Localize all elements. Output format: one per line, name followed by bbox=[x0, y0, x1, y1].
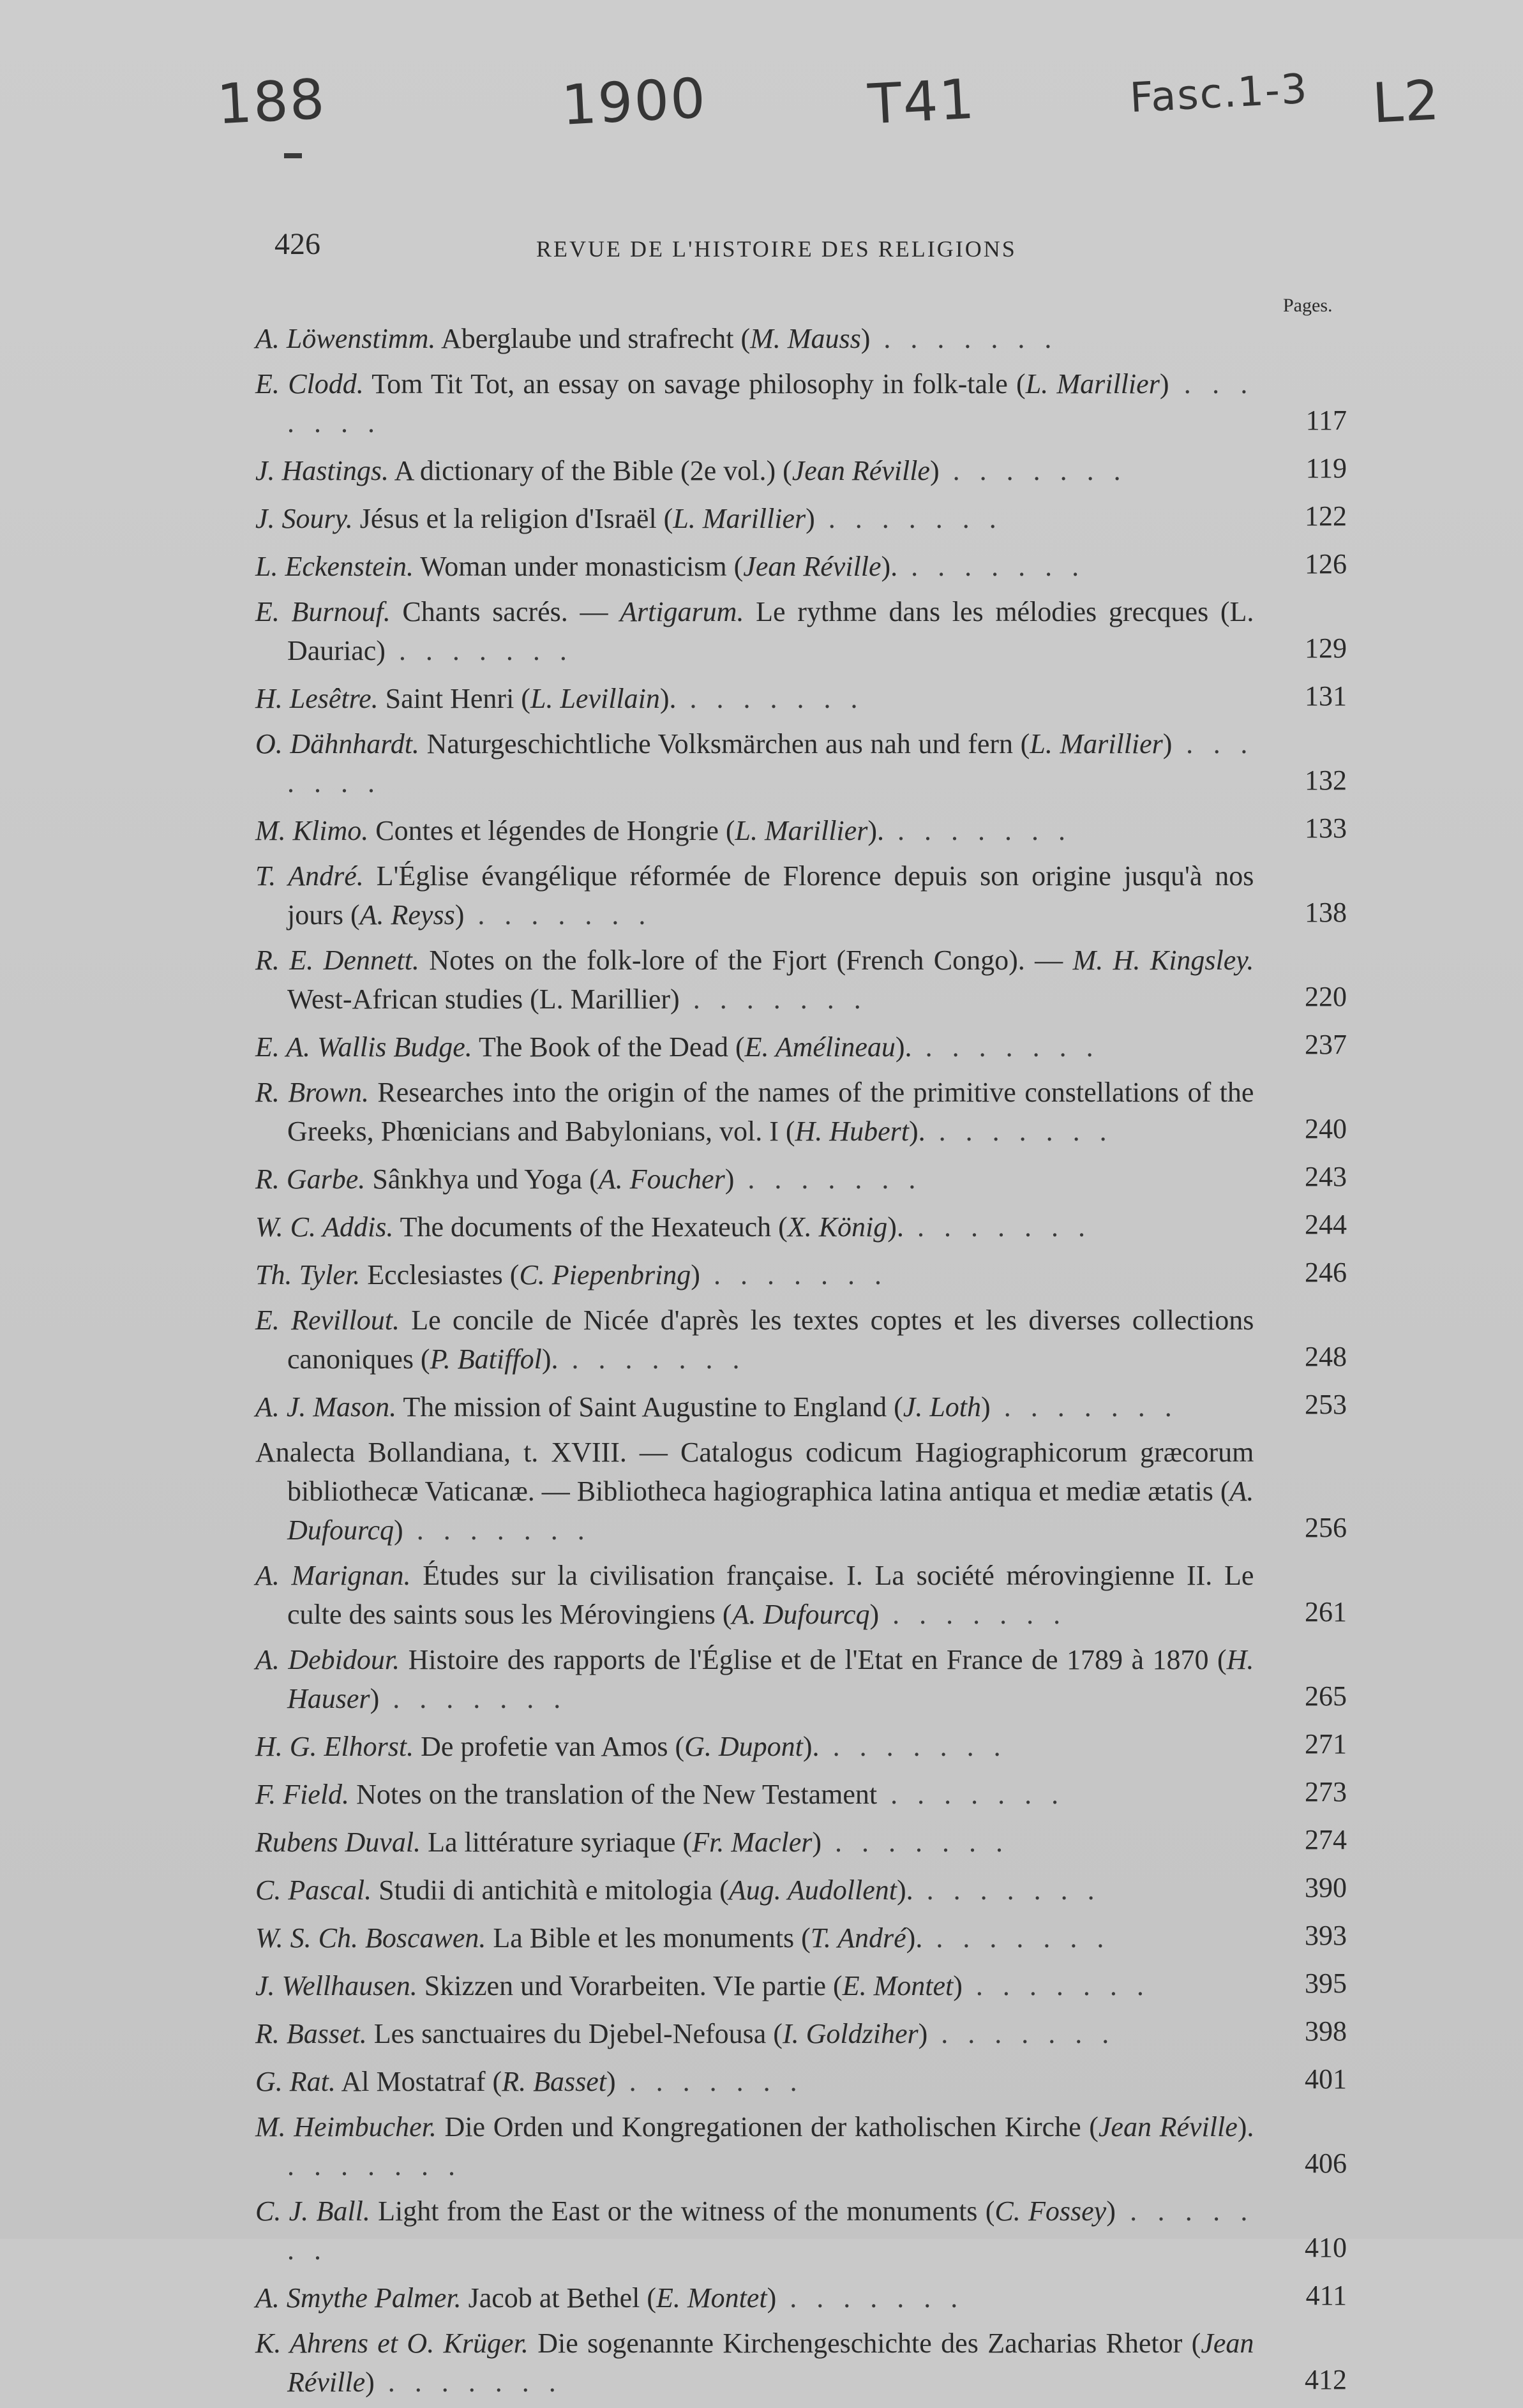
entry-page-number: 244 bbox=[1305, 1209, 1347, 1240]
leader-dots: . . . . . . . bbox=[676, 683, 864, 714]
leader-dots: . . . . . . . bbox=[558, 1343, 746, 1375]
entry-author: R. Basset. bbox=[255, 2018, 367, 2049]
leader-dots: . . . . . . . bbox=[287, 368, 1254, 438]
leader-dots: . . . . . . . bbox=[287, 728, 1254, 798]
entry-reviewer: J. Loth bbox=[903, 1391, 982, 1423]
entry-page-number: 220 bbox=[1305, 981, 1347, 1012]
leader-dots: . . . . . . . bbox=[403, 1514, 591, 1546]
entry-author: J. Soury. bbox=[255, 503, 353, 534]
handwritten-note-2: 1900 bbox=[560, 66, 709, 138]
entry-reviewer: L. Marillier bbox=[1030, 728, 1163, 759]
toc-entry bbox=[255, 1916, 1347, 1957]
leader-dots: . . . . . . . bbox=[925, 1116, 1113, 1147]
toc-entry bbox=[255, 364, 1347, 442]
entry-title: Studii di antichità e mitologia ( bbox=[379, 1874, 729, 1906]
entry-title-suffix: ) bbox=[767, 2282, 777, 2314]
entry-title: Aberglaube und strafrecht ( bbox=[440, 323, 751, 354]
entry-page-number: 122 bbox=[1305, 500, 1347, 532]
entry-author: E. A. Wallis Budge. bbox=[255, 1031, 472, 1063]
toc-entry bbox=[255, 1772, 1347, 1814]
entry-author: E. Clodd. bbox=[255, 368, 364, 400]
entry-title: Naturgeschichtliche Volksmärchen aus nah und fern ( bbox=[426, 728, 1030, 759]
leader-dots: . . . . . . . bbox=[615, 2066, 804, 2097]
entry-reviewer: E. Montet bbox=[656, 2282, 767, 2314]
entry-title: Die Orden und Kongregationen der katholischen Kirche ( bbox=[444, 2111, 1099, 2143]
toc-entry bbox=[255, 2012, 1347, 2053]
entry-reviewer: I. Goldziher bbox=[782, 2018, 919, 2049]
entry-author: E. Revillout. bbox=[255, 1305, 400, 1336]
entry-title: Notes on the folk-lore of the Fjort (French Congo). — bbox=[429, 945, 1073, 976]
leader-dots: . . . . . . . bbox=[922, 1922, 1111, 1954]
entry-reviewer: A. Dufourcq bbox=[731, 1599, 870, 1630]
entry-author: W. C. Addis. bbox=[255, 1211, 394, 1243]
entry-reviewer: M. Mauss bbox=[750, 323, 861, 354]
entry-reviewer: Jean Réville bbox=[792, 455, 930, 486]
entry-text bbox=[255, 2014, 1254, 2053]
entry-author: G. Rat. bbox=[255, 2066, 336, 2097]
toc-entry bbox=[255, 1385, 1347, 1426]
entry-author: M. Klimo. bbox=[255, 815, 369, 846]
entry-author: Rubens Duval. bbox=[255, 1827, 421, 1858]
entry-title-suffix: Le rythme dans les mélodies grecques (L. Dauriac) bbox=[287, 596, 1254, 666]
entry-page-number: 132 bbox=[1305, 765, 1347, 796]
toc-entry bbox=[255, 2192, 1347, 2270]
ink-mark bbox=[284, 153, 302, 158]
leader-dots: . . . . . . . bbox=[897, 551, 1086, 582]
entry-page-number: 274 bbox=[1305, 1824, 1347, 1855]
entry-text bbox=[255, 941, 1254, 1019]
entry-title-suffix: ) bbox=[365, 2367, 375, 2398]
entry-text bbox=[255, 319, 1254, 358]
entry-text bbox=[255, 1727, 1254, 1766]
entry-title-suffix: ). bbox=[1237, 2111, 1254, 2143]
leader-dots: . . . . . . . bbox=[990, 1391, 1178, 1423]
entry-author: W. S. Ch. Boscawen. bbox=[255, 1922, 486, 1954]
entry-author: H. G. Elhorst. bbox=[255, 1731, 414, 1762]
entry-title: De profetie van Amos ( bbox=[421, 1731, 685, 1762]
entry-title: Analecta Bollandiana, t. XVIII. — Catalogus codicum Hagiographicorum græcorum bibliothecæ Vaticanæ. — Bibliotheca hagiographica latina antiqua et mediæ ætatis ( bbox=[255, 1437, 1254, 1507]
leader-dots: . . . . . . . bbox=[385, 635, 573, 666]
entry-title-suffix: ) bbox=[981, 1391, 991, 1423]
entry-text bbox=[255, 724, 1254, 802]
entry-reviewer: R. Basset bbox=[502, 2066, 606, 2097]
entry-text bbox=[255, 364, 1254, 442]
entry-page-number: 401 bbox=[1305, 2063, 1347, 2095]
entry-author: K. Ahrens et O. Krüger. bbox=[255, 2328, 529, 2359]
entry-title: Contes et légendes de Hongrie ( bbox=[375, 815, 735, 846]
toc-entry bbox=[255, 1868, 1347, 1910]
entry-author: R. Brown. bbox=[255, 1077, 369, 1108]
entry-reviewer: X. König bbox=[787, 1211, 888, 1243]
entry-text bbox=[255, 1556, 1254, 1634]
entry-title-suffix: ) bbox=[1162, 728, 1173, 759]
entry-page-number: 412 bbox=[1305, 2364, 1347, 2395]
entry-page-number: 411 bbox=[1305, 2280, 1347, 2311]
entry-text bbox=[255, 451, 1254, 490]
entry-page-number: 246 bbox=[1305, 1257, 1347, 1288]
toc-entry bbox=[255, 1820, 1347, 1862]
entry-reviewer: Fr. Macler bbox=[692, 1827, 813, 1858]
entry-page-number: 133 bbox=[1305, 812, 1347, 844]
leader-dots: . . . . . . . bbox=[927, 2018, 1116, 2049]
entry-title: The documents of the Hexateuch ( bbox=[400, 1211, 788, 1243]
toc-entry bbox=[255, 1640, 1347, 1718]
pages-column-label: Pages. bbox=[1283, 295, 1333, 316]
entry-title-suffix: ) bbox=[918, 2018, 928, 2049]
entry-text bbox=[255, 1775, 1254, 1814]
leader-dots: . . . . . . . bbox=[962, 1970, 1150, 2001]
leader-dots: . . . . . . . bbox=[776, 2282, 964, 2314]
entry-title: Skizzen und Vorarbeiten. VIe partie ( bbox=[424, 1970, 843, 2001]
entry-reviewer: Jean Réville bbox=[287, 2328, 1254, 2398]
entry-author: R. Garbe. bbox=[255, 1163, 366, 1195]
handwritten-note-1: 188 bbox=[215, 67, 327, 137]
entry-title-suffix: ) bbox=[953, 1970, 963, 2001]
toc-entry bbox=[255, 497, 1347, 538]
leader-dots: . . . . . . . bbox=[903, 1211, 1092, 1243]
entry-page-number: 406 bbox=[1305, 2148, 1347, 2179]
leader-dots: . . . . . . . bbox=[879, 1599, 1067, 1630]
entry-page-number: 237 bbox=[1305, 1029, 1347, 1060]
entry-page-number: 131 bbox=[1305, 680, 1347, 712]
entry-reviewer: E. Amélineau bbox=[744, 1031, 896, 1063]
entry-text bbox=[255, 1073, 1254, 1151]
leader-dots: . . . . . . . bbox=[819, 1731, 1007, 1762]
entry-title: The mission of Saint Augustine to England ( bbox=[403, 1391, 903, 1423]
entry-text bbox=[255, 1255, 1254, 1294]
entry-author: T. André. bbox=[255, 860, 364, 892]
entry-title-suffix: ) bbox=[691, 1259, 700, 1290]
entry-page-number: 256 bbox=[1305, 1512, 1347, 1543]
entry-title: Notes on the translation of the New Testament bbox=[356, 1779, 878, 1810]
entry-reviewer: A. Foucher bbox=[598, 1163, 725, 1195]
leader-dots: . . . . . . . bbox=[939, 455, 1127, 486]
entry-title-suffix: ). bbox=[906, 1922, 923, 1954]
entry-page-number: 119 bbox=[1305, 452, 1347, 484]
entry-reviewer: H. Hubert bbox=[795, 1116, 909, 1147]
entry-reviewer: C. Piepenbring bbox=[519, 1259, 691, 1290]
entry-text bbox=[255, 856, 1254, 934]
entry-title: Al Mostatraf ( bbox=[341, 2066, 502, 2097]
entry-title-suffix: ). bbox=[867, 815, 884, 846]
entry-text bbox=[255, 2278, 1254, 2317]
journal-title: REVUE DE L'HISTOIRE DES RELIGIONS bbox=[536, 236, 1017, 262]
toc-entry bbox=[255, 1724, 1347, 1766]
entry-title: Researches into the origin of the names of the primitive constellations of the Greeks, Phœnicians and Babylonians, vol. I ( bbox=[287, 1077, 1254, 1147]
entry-author: J. Hastings. bbox=[255, 455, 389, 486]
handwritten-note-3: T41 bbox=[866, 67, 977, 137]
entry-author: Th. Tyler. bbox=[255, 1259, 361, 1290]
entry-title-suffix: ) bbox=[806, 503, 815, 534]
entry-text bbox=[255, 1640, 1254, 1718]
toc-entry bbox=[255, 544, 1347, 586]
entry-author: J. Wellhausen. bbox=[255, 1970, 417, 2001]
entry-author: A. J. Mason. bbox=[255, 1391, 397, 1423]
entry-text bbox=[255, 499, 1254, 538]
leader-dots: . . . . . . . bbox=[734, 1163, 922, 1195]
entry-author: R. E. Dennett. bbox=[255, 945, 419, 976]
entry-reviewer: Jean Réville bbox=[1098, 2111, 1238, 2143]
entry-reviewer: Jean Réville bbox=[743, 551, 882, 582]
entry-title: La Bible et les monuments ( bbox=[493, 1922, 811, 1954]
leader-dots: . . . . . . . bbox=[870, 323, 1058, 354]
leader-dots: . . . . . . . bbox=[287, 2150, 461, 2181]
toc-entry bbox=[255, 2324, 1347, 2402]
entry-title: La littérature syriaque ( bbox=[428, 1827, 693, 1858]
toc-entry bbox=[255, 809, 1347, 850]
entry-title-suffix: ). bbox=[887, 1211, 904, 1243]
entry-page-number: 398 bbox=[1305, 2015, 1347, 2047]
toc-entry bbox=[255, 449, 1347, 490]
entry-title-suffix: West-African studies (L. Marillier) bbox=[287, 983, 680, 1015]
entry-page-number: 265 bbox=[1305, 1680, 1347, 1712]
toc-entry bbox=[255, 319, 1347, 358]
entry-title-suffix: ). bbox=[908, 1116, 926, 1147]
entry-reviewer: T. André bbox=[810, 1922, 906, 1954]
entry-title: Jésus et la religion d'Israël ( bbox=[359, 503, 673, 534]
entry-text bbox=[255, 1208, 1254, 1246]
entry-text bbox=[255, 2062, 1254, 2101]
entry-title-suffix: ) bbox=[1159, 368, 1169, 400]
entry-title: Études sur la civilisation française. I. La société mérovingienne II. Le culte des saints sous les Mérovingiens ( bbox=[287, 1560, 1254, 1630]
leader-dots: . . . . . . . bbox=[883, 815, 1072, 846]
entry-text bbox=[255, 2324, 1254, 2402]
entry-title: Le concile de Nicée d'après les textes coptes et les diverses collections canoniques ( bbox=[287, 1305, 1254, 1375]
entry-title: Woman under monasticism ( bbox=[420, 551, 744, 582]
leader-dots: . . . . . . . bbox=[379, 1683, 567, 1714]
entry-page-number: 410 bbox=[1305, 2232, 1347, 2263]
leader-dots: . . . . . . . bbox=[814, 503, 1003, 534]
toc-entry bbox=[255, 1253, 1347, 1294]
table-of-contents bbox=[255, 319, 1347, 2408]
entry-title-suffix: ) bbox=[724, 1163, 735, 1195]
entry-reviewer: L. Marillier bbox=[673, 503, 806, 534]
toc-entry bbox=[255, 1157, 1347, 1199]
toc-entry bbox=[255, 856, 1347, 934]
entry-title: Light from the East or the witness of the monuments ( bbox=[378, 2195, 995, 2227]
toc-entry bbox=[255, 592, 1347, 670]
toc-entry bbox=[255, 941, 1347, 1019]
entry-author: E. Burnouf. bbox=[255, 596, 391, 627]
entry-title: The Book of the Dead ( bbox=[479, 1031, 745, 1063]
entry-page-number: 126 bbox=[1305, 548, 1347, 580]
entry-author: L. Eckenstein. bbox=[255, 551, 414, 582]
entry-title-suffix: ) bbox=[812, 1827, 822, 1858]
toc-entry bbox=[255, 2060, 1347, 2101]
entry-text bbox=[255, 1433, 1254, 1550]
entry-text bbox=[255, 1028, 1254, 1066]
entry-text bbox=[255, 2107, 1254, 2185]
entry-reviewer: M. H. Kingsley. bbox=[1072, 945, 1254, 976]
entry-page-number: 393 bbox=[1305, 1920, 1347, 1951]
entry-title-suffix: ). bbox=[541, 1343, 559, 1375]
entry-title: Les sanctuaires du Djebel-Nefousa ( bbox=[373, 2018, 783, 2049]
entry-page-number bbox=[1254, 355, 1347, 358]
entry-title: Ecclesiastes ( bbox=[367, 1259, 520, 1290]
entry-reviewer: L. Levillain bbox=[530, 683, 660, 714]
entry-text bbox=[255, 1871, 1254, 1910]
entry-page-number: 129 bbox=[1305, 632, 1347, 664]
entry-author: C. J. Ball. bbox=[255, 2195, 370, 2227]
entry-title-suffix: ) bbox=[606, 2066, 616, 2097]
entry-text bbox=[255, 679, 1254, 718]
entry-page-number: 271 bbox=[1305, 1728, 1347, 1760]
entry-page-number: 243 bbox=[1305, 1161, 1347, 1192]
entry-title-suffix: ) bbox=[454, 899, 465, 931]
entry-page-number: 390 bbox=[1305, 1872, 1347, 1903]
entry-title: Histoire des rapports de l'Église et de l'Etat en France de 1789 à 1870 ( bbox=[408, 1644, 1227, 1675]
leader-dots: . . . . . . . bbox=[464, 899, 652, 931]
entry-reviewer: A. Dufourcq bbox=[287, 1476, 1254, 1546]
entry-title: Chants sacrés. — bbox=[402, 596, 620, 627]
entry-reviewer: H. Hauser bbox=[287, 1644, 1254, 1714]
entry-reviewer: C. Fossey bbox=[994, 2195, 1107, 2227]
entry-text bbox=[255, 1966, 1254, 2005]
entry-title: L'Église évangélique réformée de Florence depuis son origine jusqu'à nos jours ( bbox=[287, 860, 1254, 931]
leader-dots: . . . . . . . bbox=[679, 983, 867, 1015]
toc-entry bbox=[255, 1205, 1347, 1246]
entry-title-suffix: ). bbox=[802, 1731, 820, 1762]
leader-dots: . . . . . . . bbox=[374, 2367, 562, 2398]
entry-text bbox=[255, 547, 1254, 586]
entry-title-suffix: ) bbox=[1106, 2195, 1116, 2227]
toc-entry bbox=[255, 677, 1347, 718]
handwritten-note-4: Fasc.1-3 bbox=[1129, 65, 1310, 123]
leader-dots: . . . . . . . bbox=[822, 1827, 1010, 1858]
handwritten-note-5: L2 bbox=[1370, 68, 1443, 136]
entry-page-number: 248 bbox=[1305, 1341, 1347, 1372]
entry-author: A. Löwenstimm. bbox=[255, 323, 436, 354]
toc-entry bbox=[255, 724, 1347, 802]
entry-reviewer: L. Marillier bbox=[1025, 368, 1160, 400]
entry-text bbox=[255, 1918, 1254, 1957]
entry-title-suffix: ). bbox=[659, 683, 677, 714]
entry-title-suffix: ) bbox=[869, 1599, 880, 1630]
toc-entry bbox=[255, 2276, 1347, 2317]
toc-entry bbox=[255, 1433, 1347, 1550]
entry-author: C. Pascal. bbox=[255, 1874, 372, 1906]
leader-dots: . . . . . . . bbox=[912, 1031, 1100, 1063]
entry-title: Sânkhya und Yoga ( bbox=[372, 1163, 599, 1195]
entry-text bbox=[255, 2192, 1254, 2270]
toc-entry bbox=[255, 1025, 1347, 1066]
entry-author: O. Dähnhardt. bbox=[255, 728, 419, 759]
entry-title-suffix: ). bbox=[896, 1874, 913, 1906]
toc-entry bbox=[255, 1964, 1347, 2005]
entry-title: Saint Henri ( bbox=[385, 683, 530, 714]
entry-title: Tom Tit Tot, an essay on savage philosophy in folk-tale ( bbox=[371, 368, 1026, 400]
leader-dots: . . . . . . . bbox=[913, 1874, 1101, 1906]
entry-page-number: 253 bbox=[1305, 1389, 1347, 1420]
entry-author: F. Field. bbox=[255, 1779, 350, 1810]
entry-page-number: 395 bbox=[1305, 1968, 1347, 1999]
entry-text bbox=[255, 1823, 1254, 1862]
entry-reviewer: L. Marillier bbox=[735, 815, 868, 846]
leader-dots: . . . . . . . bbox=[700, 1259, 888, 1290]
entry-title-suffix: ) bbox=[370, 1683, 380, 1714]
entry-page-number: 273 bbox=[1305, 1776, 1347, 1807]
entry-reviewer: Artigarum. bbox=[620, 596, 744, 627]
entry-text bbox=[255, 1160, 1254, 1199]
entry-text bbox=[255, 811, 1254, 850]
entry-reviewer: P. Batiffol bbox=[430, 1343, 542, 1375]
toc-entry bbox=[255, 2107, 1347, 2185]
entry-title-suffix: ) bbox=[860, 323, 871, 354]
entry-page-number: 240 bbox=[1305, 1113, 1347, 1144]
entry-text bbox=[255, 592, 1254, 670]
entry-title: Jacob at Bethel ( bbox=[468, 2282, 657, 2314]
page-number: 426 bbox=[274, 227, 320, 261]
entry-text bbox=[255, 1387, 1254, 1426]
entry-author: M. Heimbucher. bbox=[255, 2111, 437, 2143]
entry-reviewer: G. Dupont bbox=[684, 1731, 803, 1762]
leader-dots: . . . . . . . bbox=[287, 2195, 1254, 2266]
entry-reviewer: A. Reyss bbox=[359, 899, 455, 931]
entry-title-suffix: ) bbox=[929, 455, 940, 486]
entry-title: A dictionary of the Bible (2e vol.) ( bbox=[394, 455, 792, 486]
entry-page-number: 138 bbox=[1305, 897, 1347, 928]
entry-reviewer: Aug. Audollent bbox=[728, 1874, 897, 1906]
entry-title-suffix: ) bbox=[394, 1514, 403, 1546]
leader-dots: . . . . . . . bbox=[877, 1779, 1065, 1810]
entry-title-suffix: ). bbox=[881, 551, 898, 582]
entry-page-number: 117 bbox=[1305, 405, 1347, 436]
entry-title-suffix: ). bbox=[895, 1031, 912, 1063]
entry-text bbox=[255, 1301, 1254, 1379]
entry-author: A. Marignan. bbox=[255, 1560, 411, 1591]
entry-author: A. Debidour. bbox=[255, 1644, 400, 1675]
entry-page-number: 261 bbox=[1305, 1596, 1347, 1627]
toc-entry bbox=[255, 1301, 1347, 1379]
toc-entry bbox=[255, 1556, 1347, 1634]
entry-reviewer: E. Montet bbox=[842, 1970, 954, 2001]
entry-title: Die sogenannte Kirchengeschichte des Zacharias Rhetor ( bbox=[537, 2328, 1201, 2359]
running-head bbox=[274, 227, 1309, 265]
entry-author: A. Smythe Palmer. bbox=[255, 2282, 461, 2314]
entry-author: H. Lesêtre. bbox=[255, 683, 379, 714]
toc-entry bbox=[255, 1073, 1347, 1151]
